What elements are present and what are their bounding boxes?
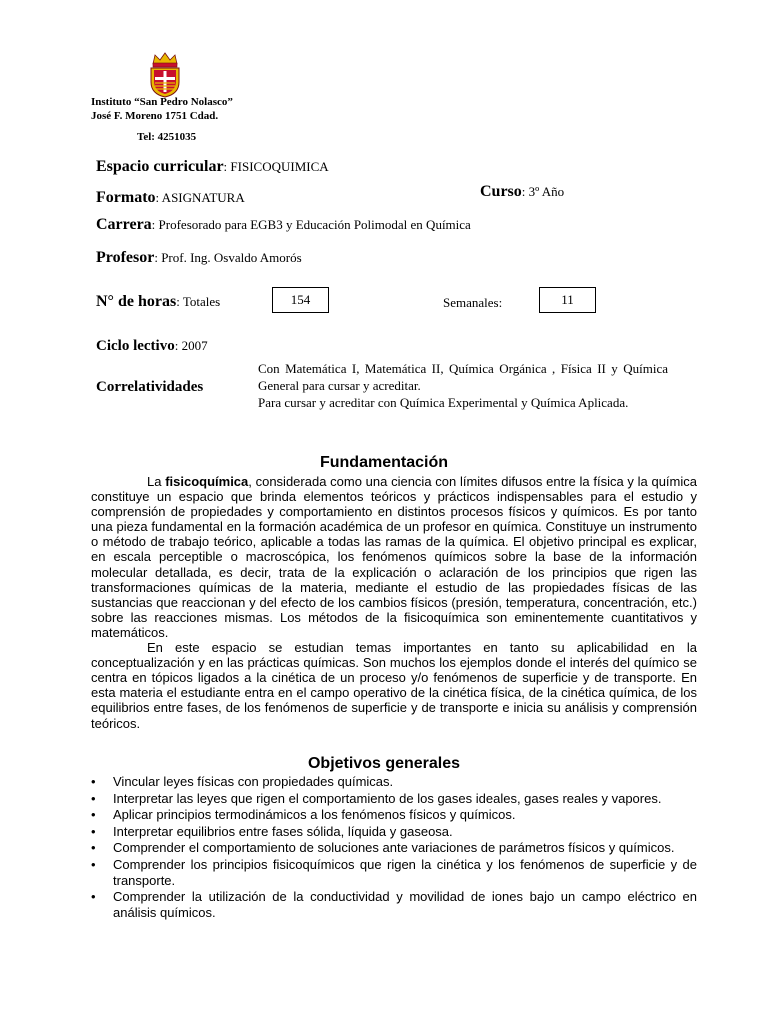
list-item-text: Interpretar equilibrios entre fases sólida, líquida y gaseosa. <box>113 823 453 839</box>
list-item <box>91 857 697 888</box>
curso-row <box>480 183 564 201</box>
p1-lead: La <box>147 474 166 489</box>
p1-bold-term: fisicoquímica <box>165 474 249 489</box>
espacio-curricular-value: : FISICOQUIMICA <box>223 159 329 174</box>
correlatividades-label: Correlatividades <box>96 379 204 395</box>
profesor-row <box>96 249 302 267</box>
bullet-icon: • <box>91 889 96 905</box>
horas-totales-label: : Totales <box>176 294 221 309</box>
horas-totales-box: 154 <box>272 287 329 313</box>
ciclo-lectivo-value: : 2007 <box>174 338 208 353</box>
fundamentacion-paragraph-1 <box>91 474 697 640</box>
horas-label: N° de horas <box>96 293 177 310</box>
bullet-icon: • <box>91 790 96 806</box>
fundamentacion-body <box>91 474 697 731</box>
list-item <box>91 840 697 856</box>
institute-address: José F. Moreno 1751 Cdad. <box>91 110 219 122</box>
bullet-icon: • <box>91 807 96 823</box>
carrera-label: Carrera <box>96 216 152 233</box>
correlatividades-line-1: Con Matemática I, Matemática II, Química Orgánica , Física II y Química General para cursar y acreditar. <box>258 361 668 393</box>
institute-phone: Tel: 4251035 <box>137 131 197 143</box>
list-item-text: Comprender la utilización de la conductividad y movilidad de iones bajo un campo eléctrico en análisis químicos. <box>113 889 697 920</box>
ciclo-lectivo-label: Ciclo lectivo <box>96 338 175 354</box>
list-item-text: Aplicar principios termodinámicos a los fenómenos físicos y químicos. <box>113 807 516 823</box>
institute-name: Instituto “San Pedro Nolasco” <box>91 96 233 108</box>
bullet-icon: • <box>91 774 96 789</box>
ciclo-lectivo-row <box>96 337 208 355</box>
list-item-text: Comprender el comportamiento de soluciones ante variaciones de parámetros físicos y químicos. <box>113 840 675 856</box>
curso-label: Curso <box>480 183 522 200</box>
list-item <box>91 791 697 807</box>
espacio-curricular-label: Espacio curricular <box>96 158 224 175</box>
correlatividades-text <box>258 360 668 411</box>
profesor-label: Profesor <box>96 249 155 266</box>
correlatividades-line-2: Para cursar y acreditar con Química Experimental y Química Aplicada. <box>258 395 629 410</box>
curso-value: : 3º Año <box>521 184 565 199</box>
horas-row <box>96 293 220 311</box>
list-item <box>91 824 697 840</box>
school-crest-logo <box>146 50 184 98</box>
formato-label: Formato <box>96 189 156 206</box>
bullet-icon: • <box>91 856 96 872</box>
list-item <box>91 807 697 823</box>
list-item <box>91 774 697 790</box>
carrera-row <box>96 216 471 234</box>
list-item-text: Comprender los principios fisicoquímicos que rigen la cinética y los fenómenos de superficie y de transporte. <box>113 856 697 888</box>
bullet-icon: • <box>91 840 96 856</box>
formato-value: : ASIGNATURA <box>155 190 245 205</box>
profesor-value: : Prof. Ing. Osvaldo Amorós <box>154 250 302 265</box>
bullet-icon: • <box>91 823 96 839</box>
carrera-value: : Profesorado para EGB3 y Educación Polimodal en Química <box>151 217 471 232</box>
semanales-label: Semanales: <box>443 295 503 310</box>
list-item-text: Vincular leyes físicas con propiedades químicas. <box>113 774 394 789</box>
list-item-text: Interpretar las leyes que rigen el comportamiento de los gases ideales, gases reales y vapores. <box>113 790 662 806</box>
espacio-curricular-row <box>96 158 329 176</box>
objetivos-list <box>91 774 697 921</box>
list-item <box>91 889 697 920</box>
p1-rest: , considerada como una ciencia con límites difusos entre la física y la química constituye un espacio que brinda elementos teóricos y prácticos indispensables para el estudio y comprensión de propiedades y comportamiento en distintos procesos físicos y químicos. Es por tanto una pieza fundamental en la formación académica de un profesor en química. Constituye un instrumento o método de trabajo teórico, aplicable a todas las ramas de la química. El objetivo principal es explicar, en escala perceptible o macroscópica, los fenómenos químicos sobre la base de la información molecular detallada, es decir, trata de la explicación o aclaración de los principios que rigen las transformaciones químicas de la materia, mediante el estudio de las propiedades físicas de las sustancias que reaccionan y del efecto de los cambios físicos (presión, temperatura, concentración, etc.) sobre las reacciones mismas. Los métodos de la fisicoquímica son eminentemente cuantitativos y matemáticos. <box>91 474 697 640</box>
objetivos-heading: Objetivos generales <box>307 755 461 772</box>
formato-row <box>96 189 245 207</box>
fundamentacion-heading: Fundamentación <box>319 454 448 471</box>
fundamentacion-paragraph-2: En este espacio se estudian temas importantes en tanto su aplicabilidad en la conceptualización y en las prácticas químicas. Son muchos los ejemplos donde el interés del químico se centra en tópicos ligados a la cinética de un proceso y/o fenómenos de superficie y de transporte. En esta materia el estudiante entra en el campo operativo de la cinética física, de la cinética química, de los equilibrios entre fases, de los fenómenos de superficie y de transporte e inicia su análisis y comprensión teóricos. <box>91 640 697 731</box>
horas-semanales-box: 11 <box>539 287 596 313</box>
